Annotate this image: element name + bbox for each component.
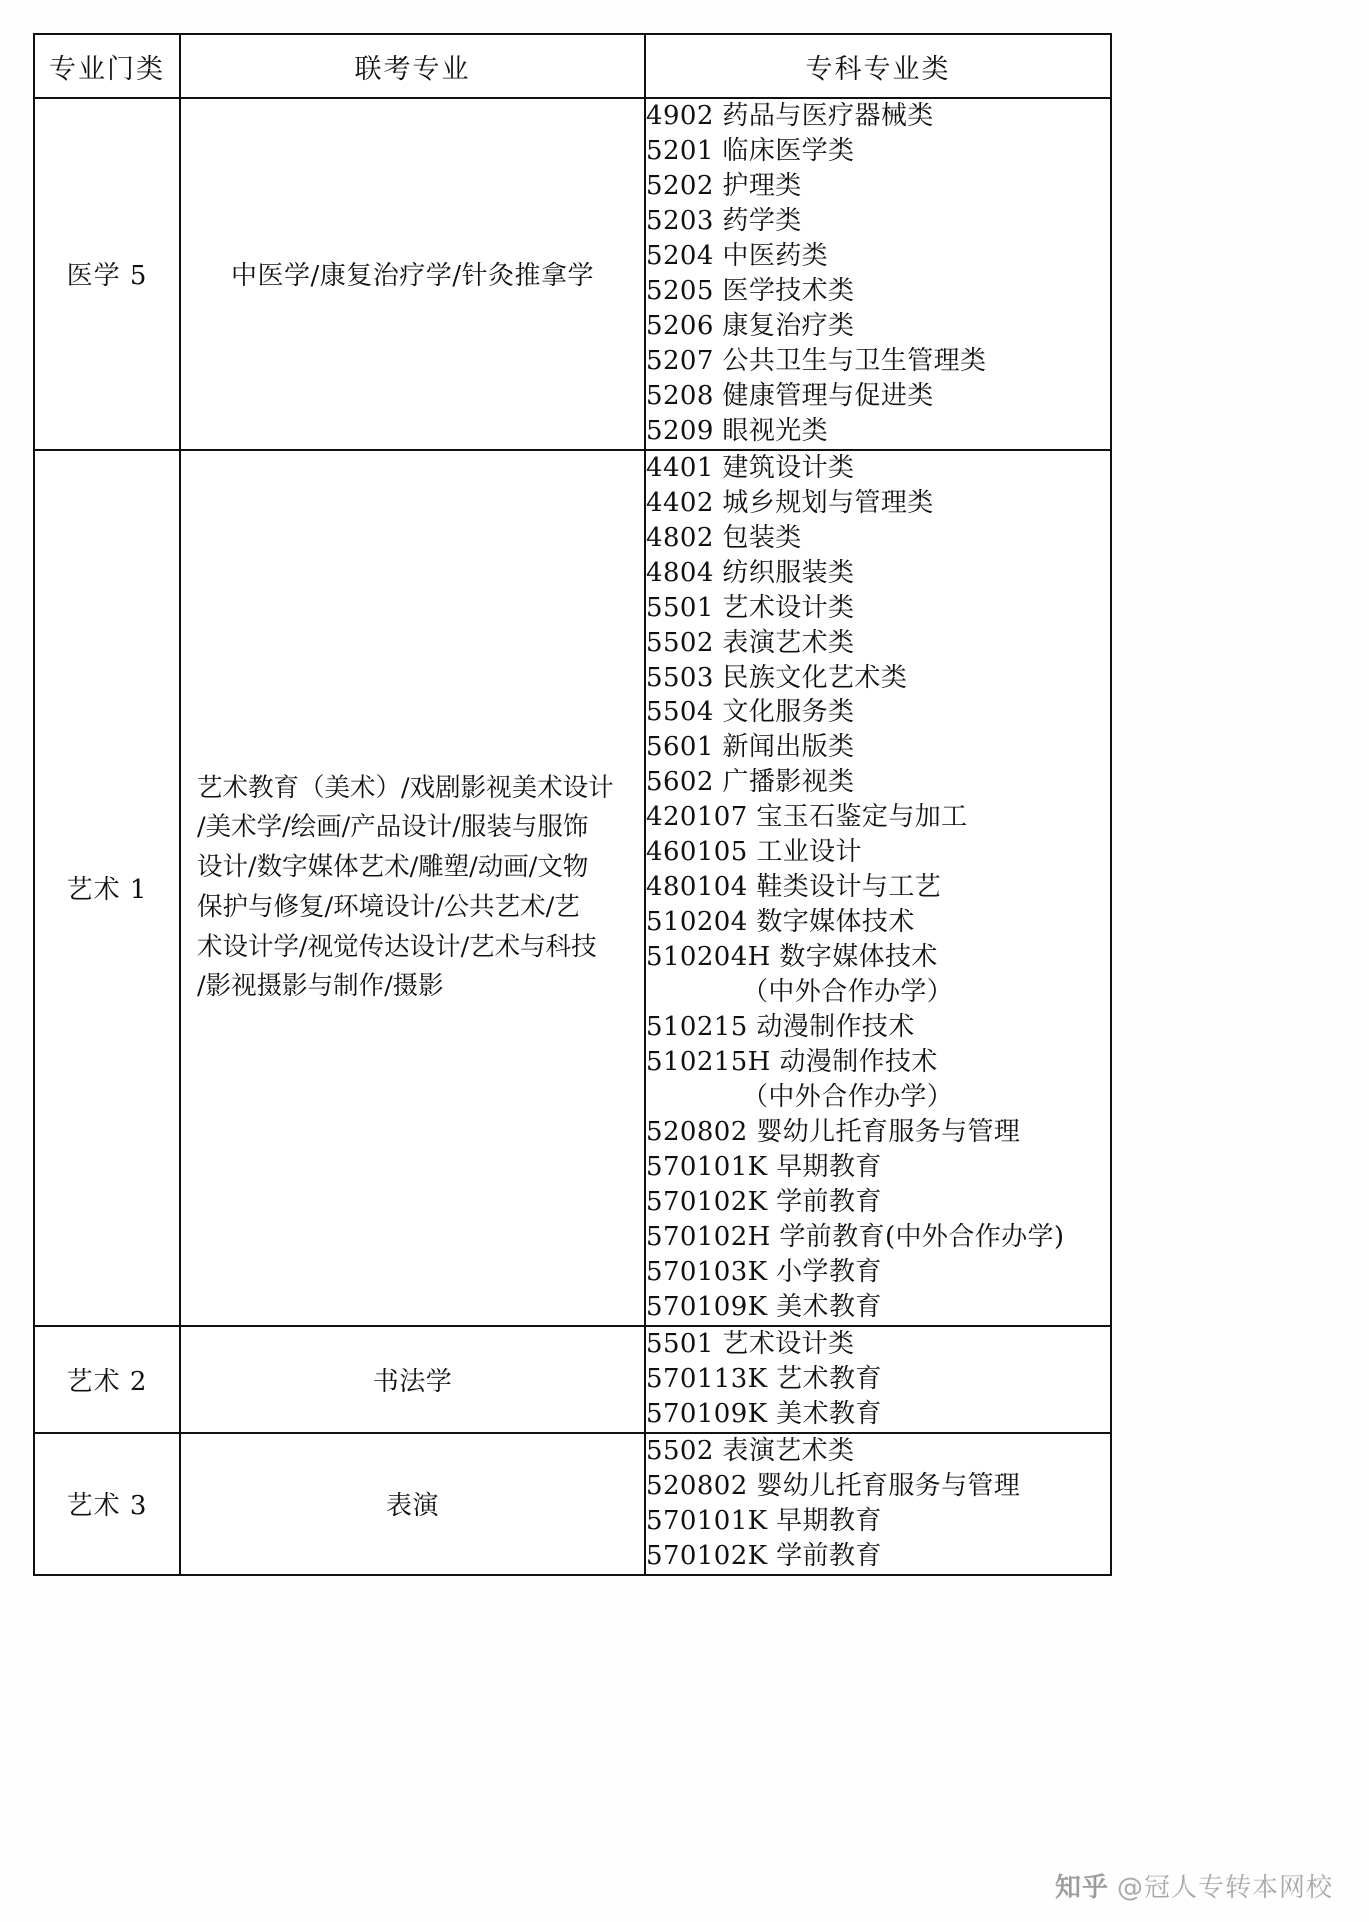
specialty-item: 5502 表演艺术类 [646,627,855,658]
specialty-item: 570102K 学前教育 [646,1187,882,1218]
specialty-item: 4401 建筑设计类 [646,452,855,483]
specialty-item: 570113K 艺术教育 [646,1363,882,1394]
column-header-category: 专业门类 [34,34,180,98]
cell-specialty-list [645,450,1111,1326]
specialty-item: 510204 数字媒体技术 [646,907,915,938]
exam-major-line: /影视摄影与制作/摄影 [197,971,444,1002]
specialty-item-continuation: （中外合作办学） [742,1082,954,1113]
specialty-item: 570103K 小学教育 [646,1256,882,1287]
table-body [34,98,1111,1575]
watermark-at-symbol: @ [1116,1873,1144,1903]
specialty-item: 570109K 美术教育 [646,1398,882,1429]
header-row [34,34,1111,98]
specialty-item: 570102K 学前教育 [646,1540,882,1571]
exam-major-line: 表演 [385,1491,439,1522]
table-row [34,1326,1111,1433]
table-row [34,98,1111,450]
exam-major-line: 书法学 [372,1366,453,1397]
specialty-item: 5501 艺术设计类 [646,1328,855,1359]
specialty-item: 5206 康复治疗类 [646,310,855,341]
specialty-item: 510215 动漫制作技术 [646,1012,915,1043]
specialty-item: 5502 表演艺术类 [646,1435,855,1466]
watermark-platform: 知乎 [1054,1873,1109,1903]
cell-exam-major [180,450,645,1326]
cell-exam-major [180,1326,645,1433]
major-category-table [33,33,1112,1576]
specialty-item: 4902 药品与医疗器械类 [646,101,934,131]
table-row [34,450,1111,1326]
specialty-item: 5208 健康管理与促进类 [646,380,934,411]
column-header-exam-major: 联考专业 [180,34,645,98]
specialty-item: 5201 临床医学类 [646,135,855,166]
watermark-author-handle [1117,1867,1333,1904]
cell-specialty-list [645,1433,1111,1575]
specialty-item: 5504 文化服务类 [646,697,855,728]
specialty-item: 5503 民族文化艺术类 [646,662,908,693]
cell-specialty-list [645,1326,1111,1433]
exam-major-line: 术设计学/视觉传达设计/艺术与科技 [197,931,597,962]
cell-exam-major [180,1433,645,1575]
column-header-specialty-class: 专科专业类 [645,34,1111,98]
exam-major-block [181,769,644,1008]
cell-specialty-list [645,98,1111,450]
cell-category: 艺术 2 [34,1326,180,1433]
specialty-item: 4402 城乡规划与管理类 [646,487,934,518]
specialty-item: 5203 药学类 [646,205,802,236]
cell-category: 艺术 3 [34,1433,180,1575]
specialty-item: 5205 医学技术类 [646,275,855,306]
cell-category: 艺术 1 [34,450,180,1326]
specialty-item: 570101K 早期教育 [646,1152,882,1183]
specialty-item: 480104 鞋类设计与工艺 [646,872,942,903]
specialty-item: 5209 眼视光类 [646,415,829,446]
exam-major-line: 保护与修复/环境设计/公共艺术/艺 [197,891,580,922]
specialty-item: 520802 婴幼儿托育服务与管理 [646,1117,1021,1148]
specialty-item: 5207 公共卫生与卫生管理类 [646,345,987,376]
specialty-item: 570101K 早期教育 [646,1505,882,1536]
table-header [34,34,1111,98]
specialty-item: 570102H 学前教育(中外合作办学) [646,1222,1065,1252]
cell-exam-major [180,98,645,450]
specialty-item: 570109K 美术教育 [646,1291,882,1322]
specialty-item: 4802 包装类 [646,522,802,553]
watermark [1055,1867,1333,1904]
major-category-table-wrapper [33,33,1110,1576]
specialty-item-continuation: （中外合作办学） [742,977,954,1008]
exam-major-line: 艺术教育（美术）/戏剧影视美术设计 [197,772,614,803]
specialty-item: 5602 广播影视类 [646,767,855,798]
specialty-item: 520802 婴幼儿托育服务与管理 [646,1470,1021,1501]
specialty-item: 4804 纺织服装类 [646,557,855,588]
specialty-item: 5601 新闻出版类 [646,732,855,763]
specialty-item: 420107 宝玉石鉴定与加工 [646,802,968,833]
specialty-item: 5202 护理类 [646,170,802,201]
specialty-item: 510204H 数字媒体技术 [646,942,938,973]
exam-major-line: /美术学/绘画/产品设计/服装与服饰 [197,812,589,843]
specialty-item: 460105 工业设计 [646,837,862,868]
watermark-author: 冠人专转本网校 [1143,1873,1333,1903]
exam-major-line: 中医学/康复治疗学/针灸推拿学 [230,261,595,292]
specialty-item: 5501 艺术设计类 [646,592,855,623]
specialty-item: 5204 中医药类 [646,240,829,271]
specialty-item: 510215H 动漫制作技术 [646,1047,938,1078]
cell-category: 医学 5 [34,98,180,450]
table-row [34,1433,1111,1575]
exam-major-line: 设计/数字媒体艺术/雕塑/动画/文物 [197,852,589,883]
